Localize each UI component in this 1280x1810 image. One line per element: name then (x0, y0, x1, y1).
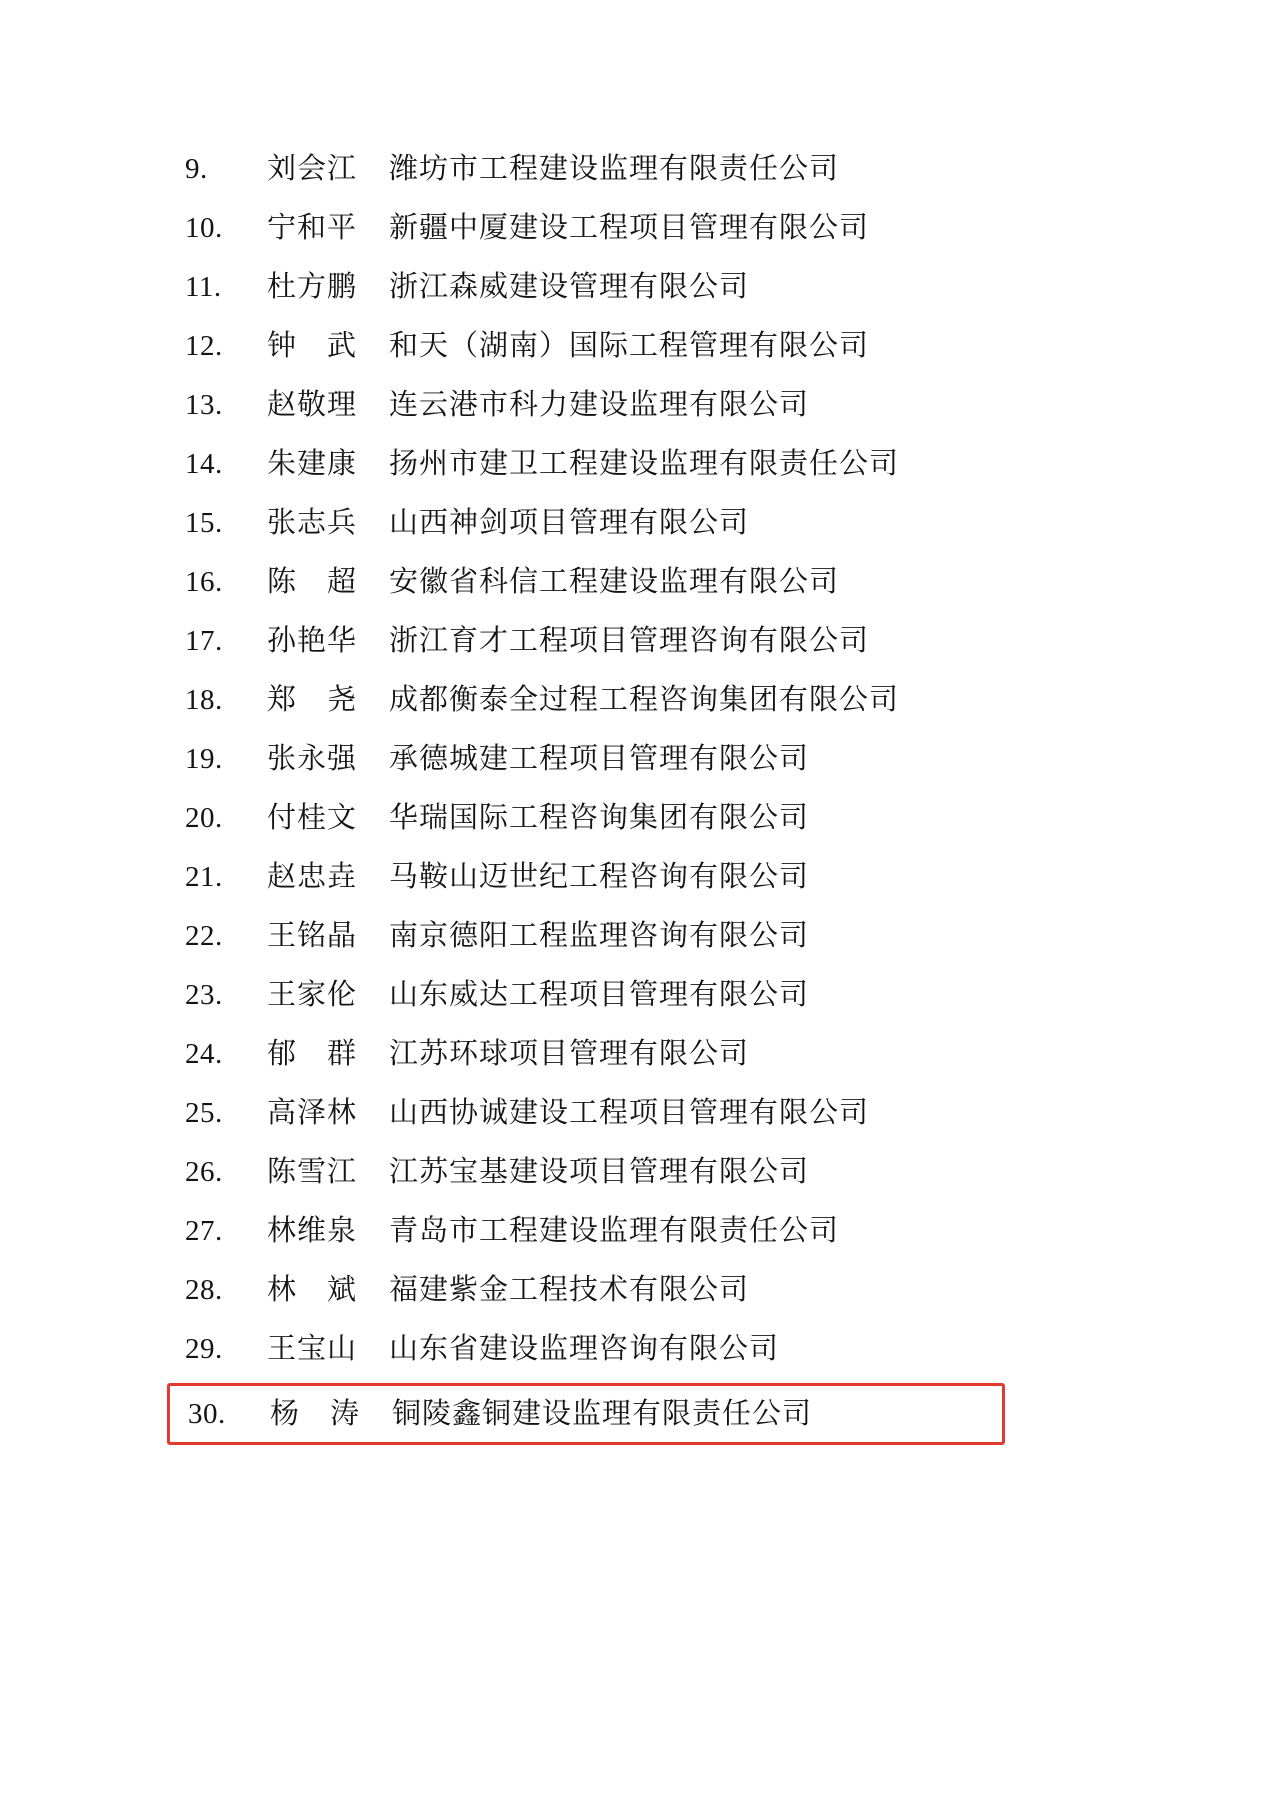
list-item-organization: 和天（湖南）国际工程管理有限公司 (389, 330, 870, 362)
list-item (185, 199, 1085, 258)
list-item-index: 21. (185, 861, 223, 893)
list-item (185, 435, 1085, 494)
list-item (185, 848, 1085, 907)
list-item (185, 1143, 1085, 1202)
list-item-highlighted (167, 1383, 1005, 1445)
list-item (185, 1320, 1085, 1379)
list-item-index: 28. (185, 1274, 223, 1306)
list-item-organization: 江苏宝基建设项目管理有限公司 (389, 1156, 810, 1188)
list-item-name: 王铭晶 (267, 920, 358, 952)
list-item-name: 杨 涛 (270, 1398, 361, 1430)
list-item-index: 12. (185, 330, 223, 362)
list-item-index: 20. (185, 802, 223, 834)
list-item-name: 王宝山 (267, 1333, 358, 1365)
list-item-index: 15. (185, 507, 223, 539)
list-item-index: 24. (185, 1038, 223, 1070)
list-item-index: 26. (185, 1156, 223, 1188)
list-item-name: 朱建康 (267, 448, 358, 480)
list-item-organization: 新疆中厦建设工程项目管理有限公司 (389, 212, 870, 244)
list-item-organization: 福建紫金工程技术有限公司 (389, 1274, 750, 1306)
list-item (185, 907, 1085, 966)
list-item-name: 宁和平 (267, 212, 358, 244)
list-item-index: 25. (185, 1097, 223, 1129)
list-item (185, 258, 1085, 317)
list-item-index: 23. (185, 979, 223, 1011)
list-item-index: 19. (185, 743, 223, 775)
list-item (185, 966, 1085, 1025)
list-item-name: 陈雪江 (267, 1156, 358, 1188)
list-item-index: 10. (185, 212, 223, 244)
list-item-organization: 南京德阳工程监理咨询有限公司 (389, 920, 810, 952)
list-item-organization: 连云港市科力建设监理有限公司 (389, 389, 810, 421)
list-item-organization: 扬州市建卫工程建设监理有限责任公司 (389, 448, 900, 480)
list-item-name: 张志兵 (267, 507, 358, 539)
list-item-organization: 山东威达工程项目管理有限公司 (389, 979, 810, 1011)
list-item-organization: 成都衡泰全过程工程咨询集团有限公司 (389, 684, 900, 716)
list-item-organization: 马鞍山迈世纪工程咨询有限公司 (389, 861, 810, 893)
list-item-organization: 铜陵鑫铜建设监理有限责任公司 (392, 1398, 813, 1430)
list-item-organization: 浙江育才工程项目管理咨询有限公司 (389, 625, 870, 657)
list-item-index: 30. (188, 1398, 226, 1430)
list-item-index: 13. (185, 389, 223, 421)
list-item-name: 张永强 (267, 743, 358, 775)
list-item-organization: 青岛市工程建设监理有限责任公司 (389, 1215, 840, 1247)
list-item-index: 18. (185, 684, 223, 716)
list-item-organization: 山东省建设监理咨询有限公司 (389, 1333, 780, 1365)
list-item (185, 140, 1085, 199)
list-item (185, 612, 1085, 671)
list-item-index: 16. (185, 566, 223, 598)
list-item (185, 789, 1085, 848)
list-item (185, 1084, 1085, 1143)
list-item (185, 494, 1085, 553)
list-item-organization: 潍坊市工程建设监理有限责任公司 (389, 153, 840, 185)
list-item (185, 1261, 1085, 1320)
list-item-organization: 安徽省科信工程建设监理有限公司 (389, 566, 840, 598)
list-item-organization: 山西神剑项目管理有限公司 (389, 507, 750, 539)
list-item (185, 671, 1085, 730)
list-item (185, 553, 1085, 612)
list-item-organization: 华瑞国际工程咨询集团有限公司 (389, 802, 810, 834)
list-item-organization: 山西协诚建设工程项目管理有限公司 (389, 1097, 870, 1129)
list-item-index: 22. (185, 920, 223, 952)
list-item-name: 钟 武 (267, 330, 358, 362)
list-item-name: 高泽林 (267, 1097, 358, 1129)
list-item (185, 730, 1085, 789)
list-item-name: 赵敬理 (267, 389, 358, 421)
list-item-name: 刘会江 (267, 153, 358, 185)
list-item-index: 27. (185, 1215, 223, 1247)
list-item-name: 林维泉 (267, 1215, 358, 1247)
list-item-index: 29. (185, 1333, 223, 1365)
list-item-index: 17. (185, 625, 223, 657)
list-item-index: 9. (185, 153, 208, 185)
list-item-index: 11. (185, 271, 222, 303)
list-item-name: 郑 尧 (267, 684, 358, 716)
list-item-name: 王家伦 (267, 979, 358, 1011)
list-item (185, 317, 1085, 376)
list-item-name: 陈 超 (267, 566, 358, 598)
list-item-name: 杜方鹏 (267, 271, 358, 303)
list-item-name: 孙艳华 (267, 625, 358, 657)
list-item (185, 1202, 1085, 1261)
list-item-organization: 承德城建工程项目管理有限公司 (389, 743, 810, 775)
list-item-name: 赵忠垚 (267, 861, 358, 893)
list-item-name: 付桂文 (267, 802, 358, 834)
list-item-organization: 江苏环球项目管理有限公司 (389, 1038, 750, 1070)
list-item-name: 林 斌 (267, 1274, 358, 1306)
list-item (185, 376, 1085, 435)
list-item (185, 1025, 1085, 1084)
list-item-index: 14. (185, 448, 223, 480)
list-item-organization: 浙江森威建设管理有限公司 (389, 271, 750, 303)
list-item-name: 郁 群 (267, 1038, 358, 1070)
name-list (185, 140, 1085, 1445)
